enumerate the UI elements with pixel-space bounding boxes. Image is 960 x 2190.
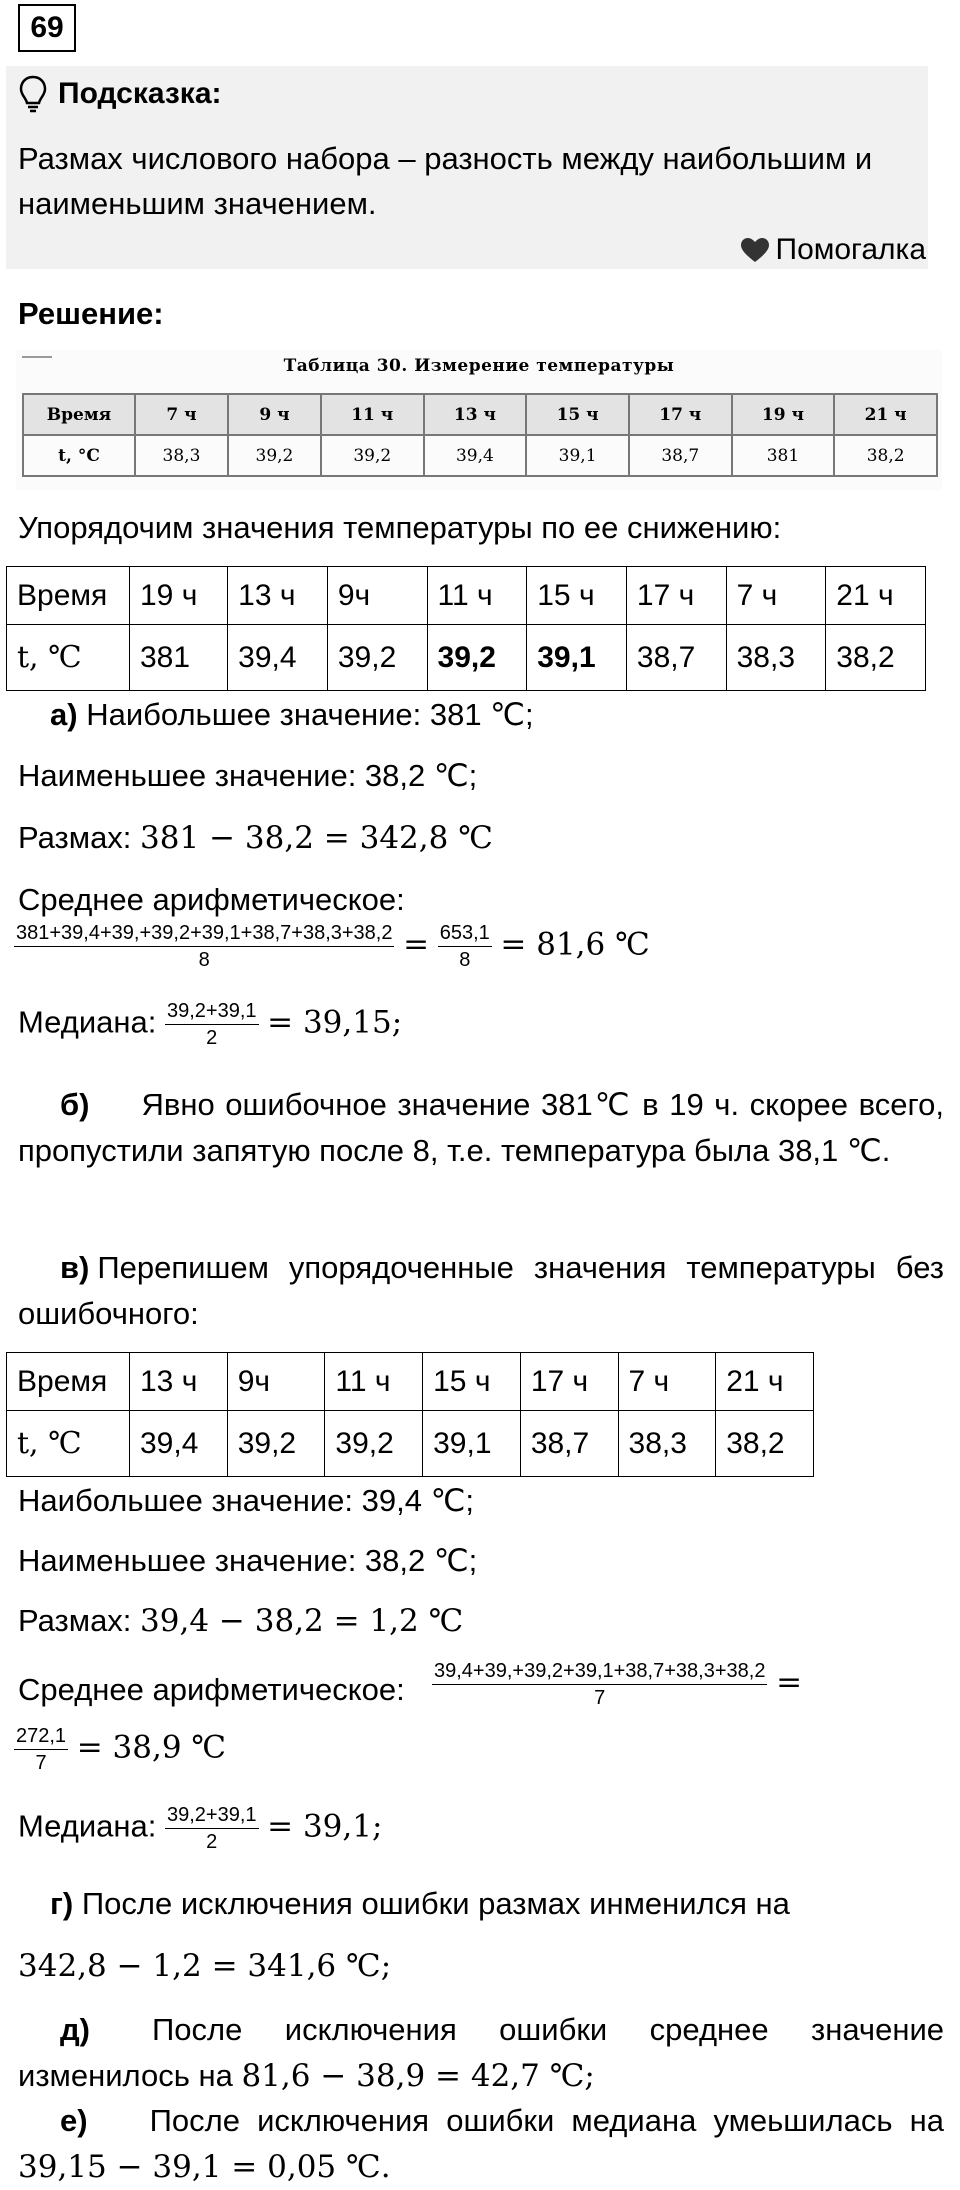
table-cell: 9ч	[327, 567, 427, 625]
mean-fraction-simplified	[14, 1725, 68, 1774]
median-fraction	[165, 1804, 259, 1853]
equals-sign: =	[403, 926, 430, 963]
fraction-numerator: 39,2+39,1	[165, 1804, 259, 1829]
table-cell: 7 ч	[618, 1353, 716, 1411]
part-v	[18, 1245, 944, 1337]
fraction-denominator: 8	[198, 949, 210, 971]
table-cell: 17 ч	[626, 567, 726, 625]
hint-text-line-2: наименьшим значением.	[18, 186, 377, 221]
table-row-time	[7, 1353, 814, 1411]
table-cell: 39,2	[327, 625, 427, 691]
table-cell: 15 ч	[423, 1353, 521, 1411]
table-cell: 39,2	[325, 1411, 423, 1477]
table-cell: 11 ч	[427, 567, 527, 625]
table-row-temp	[7, 1411, 814, 1477]
table-cell: 39,1	[423, 1411, 521, 1477]
scan-table-row-temp	[23, 435, 937, 476]
mean-result: = 81,6 ℃	[500, 926, 650, 963]
part-a-max	[50, 695, 534, 735]
table-cell: 38,7	[520, 1411, 618, 1477]
part-d	[18, 2007, 944, 2099]
table-cell: 38,2	[826, 625, 926, 691]
table-row-temp	[7, 625, 926, 691]
scan-cell: 11 ч	[321, 394, 424, 435]
mean-fraction-simplified	[438, 922, 492, 971]
scan-table	[22, 393, 938, 477]
table-cell: 13 ч	[228, 567, 328, 625]
part-g	[50, 1884, 790, 1924]
scan-cell: 9 ч	[228, 394, 321, 435]
table-cell: 381	[130, 625, 228, 691]
table-cell: 21 ч	[716, 1353, 814, 1411]
table-cell-median: 39,2	[427, 625, 527, 691]
part-a-mean-formula	[14, 922, 650, 971]
part-d-text: После исключения ошибки среднее значение изменилось на	[18, 2012, 944, 2093]
scan-row-label: t, °C	[23, 435, 135, 476]
table-cell: 19 ч	[130, 567, 228, 625]
scan-cell: 21 ч	[834, 394, 937, 435]
part-a-median	[18, 1000, 402, 1049]
scan-row-label: Время	[23, 394, 135, 435]
median-result: = 39,1;	[267, 1808, 383, 1845]
part-b	[18, 1082, 944, 1174]
part-g-label: г)	[50, 1886, 74, 1921]
part-a-mean-label: Среднее арифметическое:	[18, 882, 405, 917]
table-row-time	[7, 567, 926, 625]
fraction-denominator: 7	[594, 1687, 606, 1709]
median-label: Медиана:	[18, 1808, 165, 1844]
scan-table-title: Таблица 30. Измерение температуры	[283, 356, 675, 376]
part-b-label: б)	[60, 1087, 90, 1122]
row-label: t, ℃	[7, 1411, 130, 1477]
table-cell: 38,7	[626, 625, 726, 691]
scan-cell: 13 ч	[424, 394, 527, 435]
part-d-expression: 81,6 − 38,9 = 42,7 ℃;	[241, 2058, 595, 2094]
ordered-intro: Упорядочим значения температуры по ее снижению:	[18, 510, 782, 545]
part-v-mean-formula	[432, 1660, 802, 1709]
part-e	[18, 2098, 944, 2190]
fraction-numerator: 381+39,4+39,+39,2+39,1+38,7+38,3+38,2	[14, 922, 394, 947]
lightbulb-icon	[18, 74, 48, 114]
table-cell-median: 39,1	[527, 625, 627, 691]
scan-cell: 381	[732, 435, 835, 476]
solution-heading: Решение:	[18, 296, 164, 331]
table-cell: 39,2	[227, 1411, 325, 1477]
part-v-max: Наибольшее значение: 39,4 ℃;	[18, 1483, 475, 1518]
table-cell: 21 ч	[826, 567, 926, 625]
fraction-denominator: 7	[35, 1752, 47, 1774]
table-cell: 39,4	[228, 625, 328, 691]
row-label: t, ℃	[7, 625, 130, 691]
table-cell: 38,2	[716, 1411, 814, 1477]
scan-table-row-time	[23, 394, 937, 435]
hint-source-label: Помогалка	[775, 233, 926, 266]
part-d-label: д)	[60, 2012, 91, 2047]
equals-sign: =	[776, 1664, 803, 1701]
part-b-text: Явно ошибочное значение 381℃ в 19 ч. скорее всего, пропустили запятую после 8, т.е. температура была 38,1 ℃.	[18, 1087, 944, 1168]
part-e-text: После исключения ошибки медиана умеьшилась на	[149, 2103, 944, 2138]
scan-cell: 38,3	[135, 435, 228, 476]
part-v-mean-result-line	[14, 1725, 226, 1774]
hint-source	[740, 230, 927, 270]
scan-cell: 19 ч	[732, 394, 835, 435]
fraction-denominator: 2	[206, 1027, 218, 1049]
scan-cell: 17 ч	[629, 394, 732, 435]
part-a-range	[18, 818, 493, 858]
median-label: Медиана:	[18, 1004, 165, 1040]
mean-fraction	[14, 922, 394, 971]
part-g-text: После исключения ошибки размах инменился на	[81, 1886, 790, 1921]
range-label: Размах:	[18, 1603, 141, 1638]
median-result: = 39,15;	[267, 1004, 403, 1041]
scan-cell: 38,2	[834, 435, 937, 476]
fraction-numerator: 272,1	[14, 1725, 68, 1750]
part-v-range	[18, 1601, 463, 1641]
fraction-denominator: 2	[206, 1831, 218, 1853]
table-cell: 38,3	[726, 625, 826, 691]
part-a-min: Наименьшее значение: 38,2 ℃;	[18, 758, 478, 793]
range-expression: 381 − 38,2 = 342,8 ℃	[140, 820, 493, 856]
scan-cell: 39,4	[424, 435, 527, 476]
range-expression: 39,4 − 38,2 = 1,2 ℃	[140, 1603, 464, 1639]
table-cell: 11 ч	[325, 1353, 423, 1411]
part-v-median	[18, 1804, 382, 1853]
part-v-mean-label: Среднее арифметическое:	[18, 1672, 405, 1707]
heart-icon	[740, 237, 770, 263]
scan-cell: 15 ч	[526, 394, 629, 435]
table-cell: 17 ч	[520, 1353, 618, 1411]
scan-cell: 39,2	[228, 435, 321, 476]
scan-cell: 38,7	[629, 435, 732, 476]
fraction-numerator: 653,1	[438, 922, 492, 947]
part-a-max-text: Наибольшее значение: 381 ℃;	[86, 697, 534, 732]
scan-cell: 39,2	[321, 435, 424, 476]
table-cell: 9ч	[227, 1353, 325, 1411]
range-label: Размах:	[18, 820, 141, 855]
part-v-text: Перепишем упорядоченные значения температуры без ошибочного:	[18, 1250, 944, 1331]
fraction-denominator: 8	[459, 949, 471, 971]
scan-cell: 39,1	[526, 435, 629, 476]
part-a-label: а)	[50, 697, 78, 732]
part-g-expression: 342,8 − 1,2 = 341,6 ℃;	[18, 1948, 392, 1984]
row-label: Время	[7, 1353, 130, 1411]
row-label: Время	[7, 567, 130, 625]
task-number: 69	[18, 4, 76, 52]
filtered-table	[6, 1352, 814, 1477]
median-fraction	[165, 1000, 259, 1049]
hint-text-line-1: Размах числового набора – разность между наибольшим и	[18, 141, 873, 176]
fraction-numerator: 39,4+39,+39,2+39,1+38,7+38,3+38,2	[432, 1660, 767, 1685]
table-cell: 39,4	[130, 1411, 228, 1477]
table-cell: 15 ч	[527, 567, 627, 625]
table-cell: 13 ч	[130, 1353, 228, 1411]
hint-title: Подсказка:	[58, 77, 222, 110]
mean-fraction	[432, 1660, 767, 1709]
part-e-label: е)	[60, 2103, 88, 2138]
part-e-expression: 39,15 − 39,1 = 0,05 ℃.	[18, 2149, 391, 2185]
part-v-label: в)	[60, 1250, 90, 1285]
fraction-numerator: 39,2+39,1	[165, 1000, 259, 1025]
scan-cell: 7 ч	[135, 394, 228, 435]
mean-result: = 38,9 ℃	[76, 1729, 227, 1766]
table-cell: 7 ч	[726, 567, 826, 625]
part-v-min: Наименьшее значение: 38,2 ℃;	[18, 1543, 478, 1578]
ordered-table	[6, 566, 926, 691]
table-cell: 38,3	[618, 1411, 716, 1477]
